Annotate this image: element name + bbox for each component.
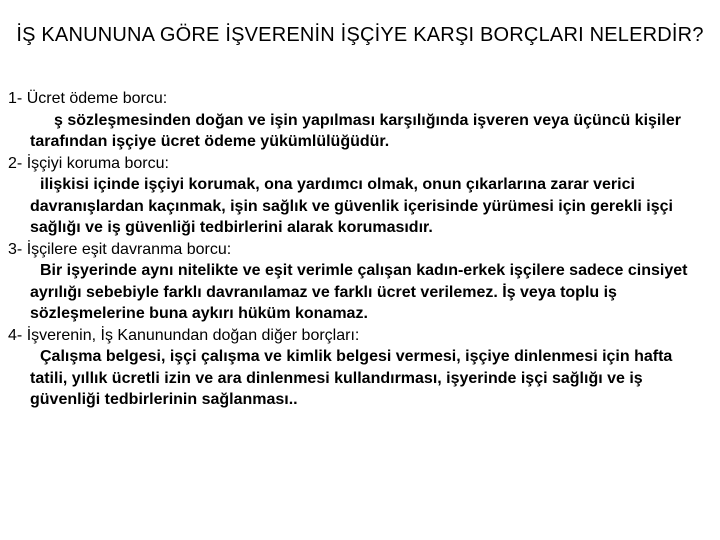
section-heading	[8, 325, 712, 347]
section-number: 1-	[8, 90, 23, 107]
section-heading-label: İşçilere eşit davranma borcu:	[26, 240, 232, 258]
section-number: 4-	[8, 326, 23, 344]
section-heading	[8, 239, 712, 261]
section-heading-label: İşverenin, İş Kanunundan doğan diğer borçları:	[26, 326, 360, 344]
content-body	[8, 88, 712, 411]
section-protection-obligation	[8, 153, 712, 239]
section-other-obligations	[8, 325, 712, 411]
section-text: Bir işyerinde aynı nitelikte ve eşit verimle çalışan kadın-erkek işçilere sadece cinsiyet ayrılığı sebebiyle farklı davranılamaz ve farklı ücret verilemez. İş veya toplu iş sözleşmelerine buna aykırı hüküm konamaz.	[30, 262, 688, 322]
section-number: 3-	[8, 240, 23, 258]
section-heading-label: Ücret ödeme borcu:	[26, 90, 168, 107]
section-equal-treatment-obligation	[8, 239, 712, 325]
section-number: 2-	[8, 154, 23, 172]
section-heading	[8, 153, 712, 175]
section-wage-obligation	[8, 88, 712, 153]
section-text: ş sözleşmesinden doğan ve işin yapılması karşılığında işveren veya üçüncü kişiler tarafından işçiye ücret ödeme yükümlülüğüdür.	[30, 111, 681, 150]
section-heading	[8, 88, 712, 110]
section-heading-label: İşçiyi koruma borcu:	[26, 154, 169, 172]
page-title: İŞ KANUNUNA GÖRE İŞVERENİN İŞÇİYE KARŞI BORÇLARI NELERDİR?	[16, 24, 704, 46]
section-text: Çalışma belgesi, işçi çalışma ve kimlik belgesi vermesi, işçiye dinlenmesi için hafta tatili, yıllık ücretli izin ve ara dinlenmesi kullandırması, işyerinde işçi sağlığı ve iş güvenliği tedbirlerinin sağlanması..	[30, 348, 673, 408]
section-text: ilişkisi içinde işçiyi korumak, ona yardımcı olmak, onun çıkarlarına zarar verici davranışlardan kaçınmak, işin sağlık ve güvenlik içerisinde yürümesi için gerekli işçi sağlığı ve iş güvenliği tedbirlerini alarak korumasıdır.	[30, 176, 673, 236]
